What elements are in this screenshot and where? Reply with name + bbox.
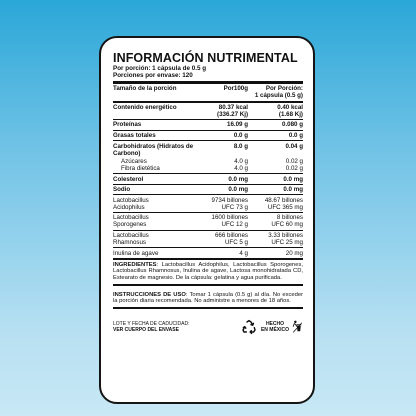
row-perserving: 0.0 mg — [283, 175, 303, 183]
row-name: Contenido energético — [113, 103, 177, 111]
row-name: Acidophilus — [113, 203, 145, 211]
trash-bin-icon — [292, 320, 303, 334]
made-line2: EN MÉXICO — [260, 326, 289, 333]
row-per100: 0.0 mg — [228, 175, 248, 183]
lot-line2: VER CUERPO DEL ENVASE — [113, 326, 179, 333]
nutrition-label — [99, 36, 315, 404]
row-name: Sporogenes — [113, 221, 147, 229]
table-row-rhamnosus-b — [113, 239, 303, 248]
row-name: Lactobacillus — [113, 231, 149, 239]
row-per100: UFC 12 g — [221, 221, 248, 229]
row-per100: 0.0 g — [233, 132, 248, 140]
table-row-inulin — [113, 248, 303, 260]
made-in-mexico — [261, 321, 289, 333]
table-header — [113, 84, 303, 103]
row-perserving: 48.67 billones — [264, 196, 303, 204]
header-name: Tamaño de la porción — [113, 85, 177, 93]
table-row-acidophilus-a — [113, 195, 303, 203]
header-per100: Por100g — [223, 85, 248, 93]
row-per100: 9734 billones — [211, 196, 248, 204]
table-row-energy — [113, 103, 303, 121]
table-row-cholesterol — [113, 174, 303, 185]
row-name: Carbohidratos (Hidratos de Carbono) — [113, 142, 194, 157]
row-per100: 4.0 g — [234, 164, 248, 172]
row-name: Inulina de agave — [113, 249, 159, 257]
row-name: Fibra dietética — [121, 164, 160, 172]
row-perserving: 3.33 billones — [268, 231, 303, 239]
table-row-rhamnosus-a — [113, 231, 303, 239]
header-perserving-line2: 1 cápsula (0.5 g) — [254, 92, 303, 100]
label-footer — [113, 319, 303, 335]
table-row-sodium — [113, 185, 303, 196]
lot-info — [113, 321, 241, 333]
row-perserving: 0.0 mg — [283, 186, 303, 194]
header-perserving — [248, 85, 303, 99]
row-perserving-line2: (1.68 Kj) — [278, 110, 303, 118]
row-per100-line2: (336.27 Kj) — [217, 110, 248, 118]
table-row-acidophilus-b — [113, 204, 303, 213]
row-per100: 8.0 g — [233, 142, 248, 150]
row-name: Grasas totales — [113, 132, 156, 140]
table-row-carbs — [113, 141, 303, 158]
table-row-sugars — [113, 158, 303, 165]
header-perserving-line1: Por Porción: — [265, 85, 303, 93]
row-perserving: UFC 25 mg — [271, 238, 303, 246]
ingredients-text: : Lactobacillus Acidophilus, Lactobacillus Sporogenes, Lactobacillus Rhamnosus, Inulina de agave, Lactosa monohidratada CD, Estearato de magnesio. De la cápsula: gelatina y agua purificada. — [113, 261, 303, 282]
row-name: Rhamnosus — [113, 238, 147, 246]
row-per100: 666 billones — [214, 231, 248, 239]
instructions-text: : Tomar 1 cápsula (0.5 g) al día. No exceder la porción diaria recomendada. No administre a menores de 18 años. — [113, 291, 303, 305]
row-perserving: UFC 60 mg — [271, 221, 303, 229]
row-name: Colesterol — [113, 175, 144, 183]
row-per100: UFC 5 g — [224, 238, 248, 246]
row-perserving — [248, 104, 303, 118]
row-per100: 4 g — [239, 249, 248, 257]
row-name: Sodio — [113, 186, 131, 194]
row-perserving: 0.02 g — [285, 164, 303, 172]
row-perserving: UFC 365 mg — [267, 203, 303, 211]
panel-title: INFORMACIÓN NUTRIMENTAL — [113, 51, 298, 65]
recycle-icon — [241, 319, 257, 335]
row-per100: 1600 billones — [211, 214, 248, 222]
row-per100: 16.09 g — [227, 121, 248, 129]
row-per100-line1: 80.37 kcal — [218, 103, 248, 111]
lot-line1: LOTE Y FECHA DE CADUCIDAD: — [113, 320, 190, 327]
row-name: Lactobacillus — [113, 214, 149, 222]
table-row-sporogenes-b — [113, 221, 303, 230]
row-perserving-line1: 0.40 kcal — [277, 103, 303, 111]
row-perserving: 8 billones — [276, 214, 303, 222]
row-name: Proteínas — [113, 121, 142, 129]
table-row-protein — [113, 120, 303, 131]
servings-line: Porciones por envase: 120 — [113, 72, 193, 79]
table-row-fat — [113, 131, 303, 142]
row-perserving: 0.080 g — [282, 121, 303, 129]
table-row-sporogenes-a — [113, 213, 303, 221]
row-per100: 0.0 mg — [228, 186, 248, 194]
row-per100: UFC 73 g — [221, 203, 248, 211]
row-perserving: 0.04 g — [285, 142, 303, 150]
row-name: Lactobacillus — [113, 196, 149, 204]
row-perserving: 20 mg — [285, 249, 303, 257]
label-content — [113, 52, 303, 335]
row-per100: 4.0 g — [234, 157, 248, 165]
ingredients-block — [113, 260, 303, 286]
serving-line: Por porción: 1 cápsula de 0.5 g — [113, 65, 207, 72]
ingredients-label: INGREDIENTES — [113, 261, 157, 268]
row-perserving: 0.02 g — [285, 157, 303, 165]
made-line1: HECHO — [265, 320, 284, 327]
row-name: Azúcares — [121, 157, 147, 165]
instructions-label: INSTRUCCIONES DE USO — [113, 291, 186, 298]
table-row-fiber — [113, 165, 303, 174]
instructions-block — [113, 290, 303, 309]
row-perserving: 0.0 g — [288, 132, 303, 140]
row-per100 — [204, 104, 248, 118]
